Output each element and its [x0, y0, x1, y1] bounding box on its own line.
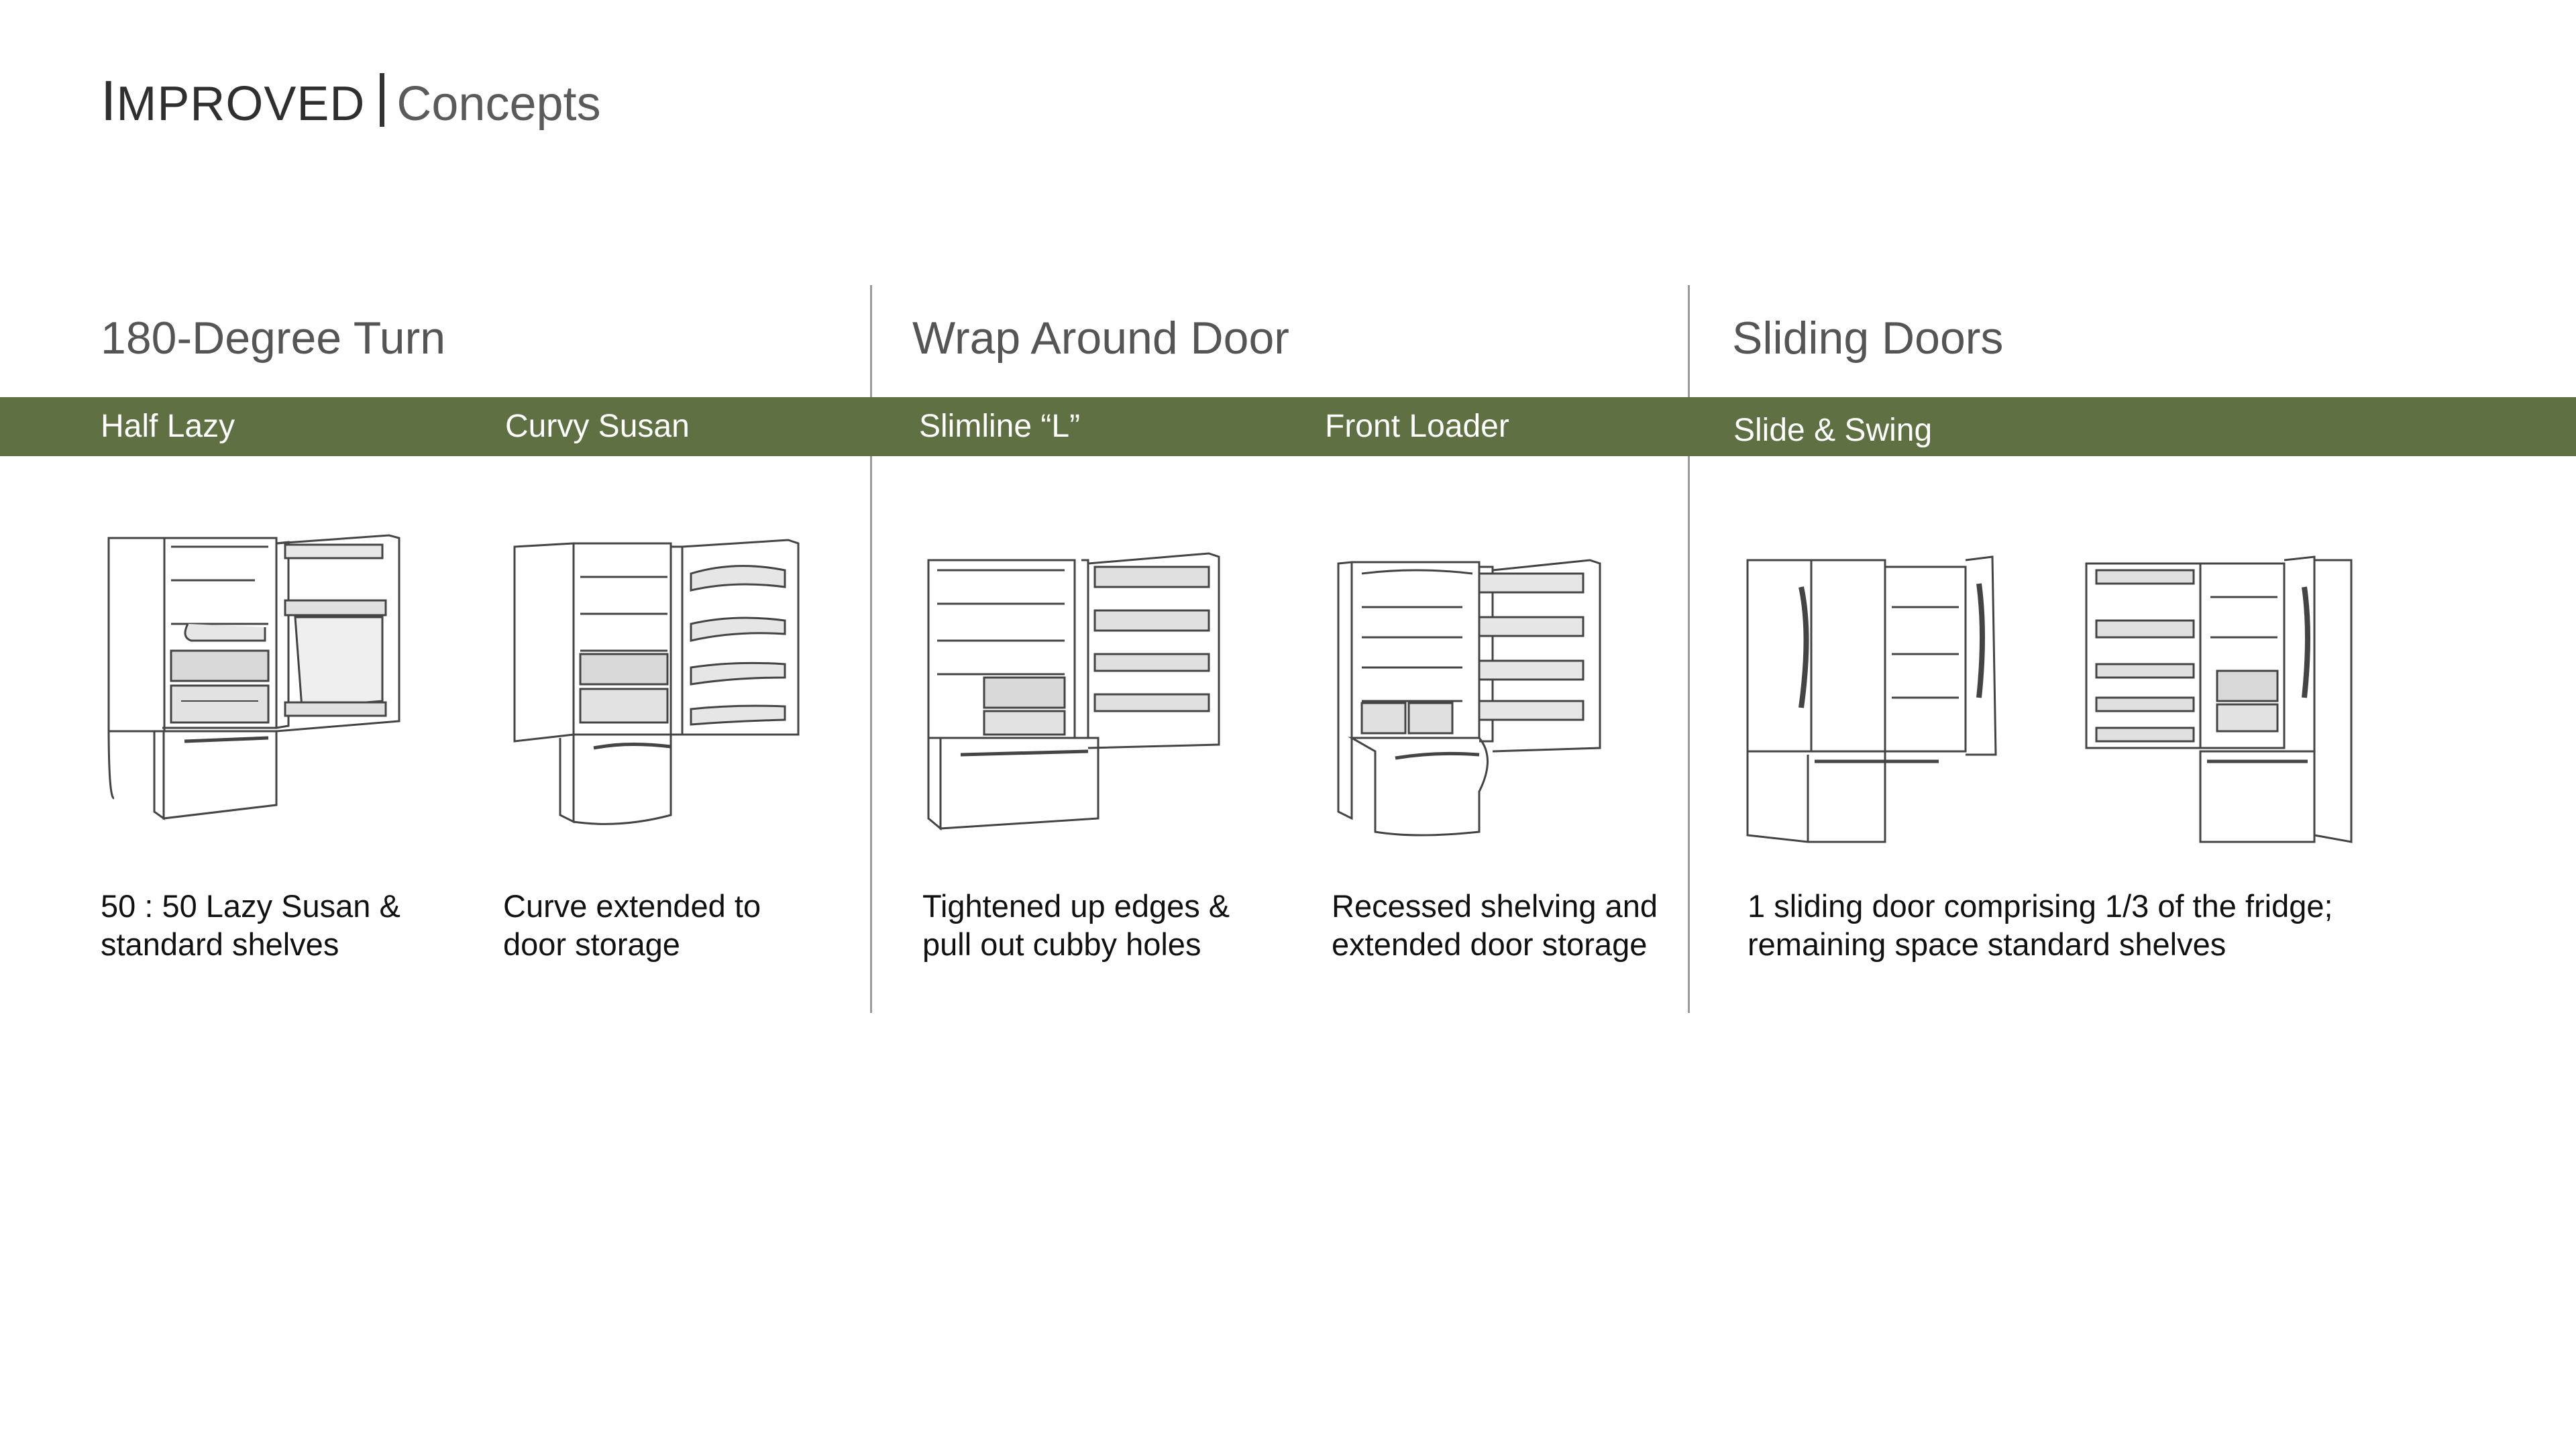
- group-divider-1: [870, 285, 872, 1013]
- description-line: 1 sliding door comprising 1/3 of the fridge;: [1748, 888, 2333, 924]
- page-title-initial: I: [101, 69, 117, 132]
- curvy-susan-fridge-drawing: [506, 533, 815, 842]
- concept-label-front-loader: Front Loader: [1325, 409, 1509, 444]
- title-divider: [380, 73, 384, 127]
- concept-description-front-loader: [1332, 887, 1658, 963]
- concept-label-slimline-l: Slimline “L”: [919, 409, 1081, 444]
- description-line: standard shelves: [101, 926, 339, 962]
- description-line: door storage: [503, 926, 680, 962]
- description-line: 50 : 50 Lazy Susan &: [101, 888, 400, 924]
- description-line: Curve extended to: [503, 888, 761, 924]
- concept-label-band: [0, 397, 2576, 456]
- half-lazy-fridge-drawing: [101, 530, 409, 832]
- concept-label-half-lazy: Half Lazy: [101, 409, 235, 444]
- page-title: [101, 69, 601, 132]
- group-title-wrap-around-door: Wrap Around Door: [912, 313, 1289, 364]
- description-line: Recessed shelving and: [1332, 888, 1658, 924]
- group-title-180-degree-turn: 180-Degree Turn: [101, 313, 446, 364]
- concept-description-half-lazy: [101, 887, 400, 963]
- concept-description-curvy-susan: [503, 887, 761, 963]
- description-line: extended door storage: [1332, 926, 1648, 962]
- description-line: Tightened up edges &: [922, 888, 1230, 924]
- concept-description-slide-swing: [1748, 887, 2333, 963]
- page-title-word: MPROVED: [116, 77, 366, 131]
- concept-description-slimline-l: [922, 887, 1230, 963]
- front-loader-fridge-drawing: [1335, 550, 1617, 845]
- description-line: remaining space standard shelves: [1748, 926, 2226, 962]
- concept-label-slide-swing: Slide & Swing: [1733, 413, 1933, 448]
- group-title-sliding-doors: Sliding Doors: [1732, 313, 2004, 364]
- concept-label-curvy-susan: Curvy Susan: [505, 409, 690, 444]
- page-subtitle: Concepts: [396, 77, 601, 131]
- slimline-l-fridge-drawing: [920, 547, 1229, 835]
- slide-swing-fridge-open-drawing: [2083, 553, 2392, 849]
- group-divider-2: [1688, 285, 1690, 1013]
- description-line: pull out cubby holes: [922, 926, 1201, 962]
- slide-swing-fridge-closed-drawing: [1744, 553, 2039, 849]
